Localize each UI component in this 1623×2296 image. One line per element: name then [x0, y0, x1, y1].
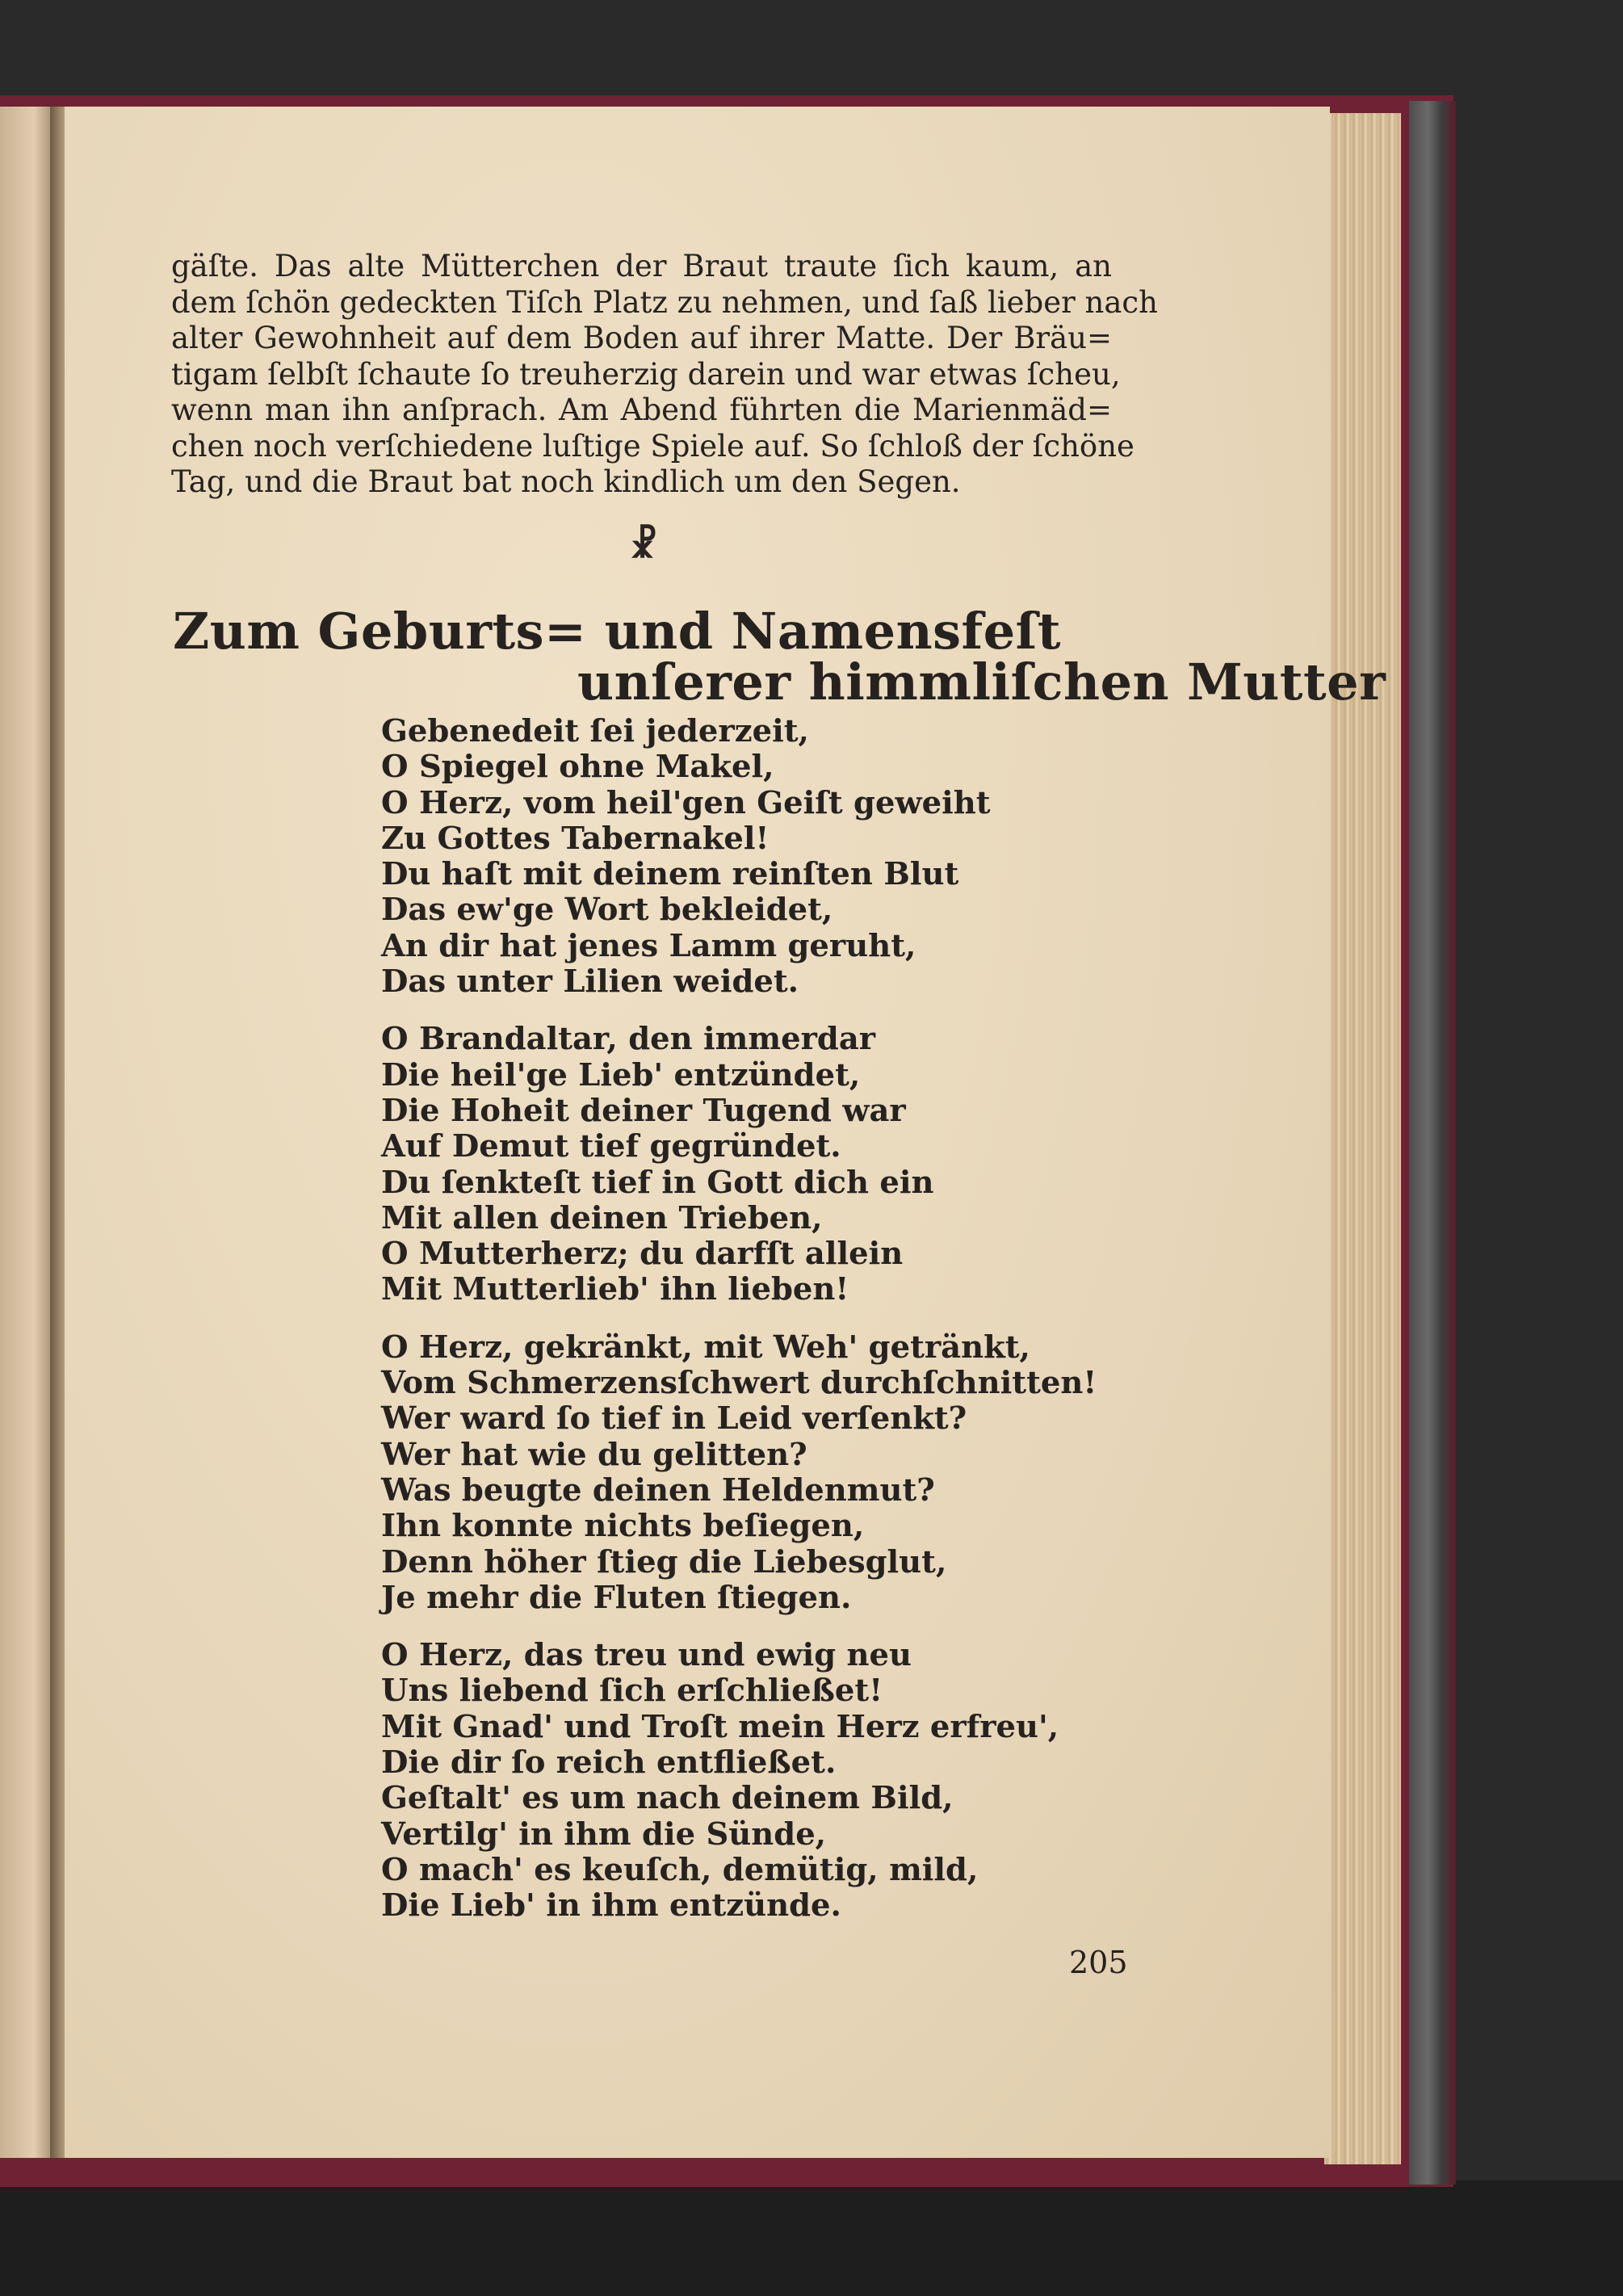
verse-line: Mit Mutterlieb' ihn lieben!	[381, 1271, 849, 1308]
verse-line: O Herz, vom heil'gen Geiſt geweiht	[381, 784, 991, 821]
verse-line: O Herz, das treu und ewig neu	[381, 1637, 912, 1674]
cover-marbled-edge	[1409, 101, 1456, 2185]
poem-title-line2: unſerer himmliſchen Mutter	[577, 653, 1386, 711]
verse-line: An dir hat jenes Lamm geruht,	[381, 927, 916, 964]
verse-line: Ihn konnte nichts beſiegen,	[381, 1508, 865, 1545]
book-gutter	[50, 107, 65, 2158]
ornament-icon: ☧	[630, 525, 658, 566]
verse-line: Denn höher ſtieg die Liebesglut,	[381, 1543, 947, 1580]
verse-line: Wer hat wie du gelitten?	[381, 1436, 807, 1473]
verse-line: Vertilg' in ihm die Sünde,	[381, 1815, 827, 1853]
verse-line: Auf Demut tief gegründet.	[381, 1128, 841, 1165]
verse-line: Was beugte deinen Heldenmut?	[381, 1471, 935, 1509]
verse-line: Du ſenkteſt tief in Gott dich ein	[381, 1164, 934, 1201]
verse-line: Vom Schmerzensſchwert durchſchnitten!	[381, 1365, 1097, 1402]
verse-line: O Herz, gekränkt, mit Weh' getränkt,	[381, 1328, 1030, 1366]
verse-line: Mit allen deinen Trieben,	[381, 1199, 823, 1236]
verse-line: Je mehr die Fluten ſtiegen.	[381, 1579, 852, 1616]
verse-line: Gebenedeit ſei jederzeit,	[381, 713, 809, 749]
stanza-3	[381, 1330, 1097, 1616]
page-number: 205	[1069, 1945, 1128, 1980]
prose-line: gäſte. Das alte Mütterchen der Braut traute ſich kaum, an	[171, 249, 1112, 283]
verse-line: O Spiegel ohne Makel,	[381, 749, 774, 786]
stanza-1	[381, 714, 1097, 1000]
verse-line: Die dir ſo reich entfließet.	[381, 1744, 837, 1782]
verse-line: Du haſt mit deinem reinſten Blut	[381, 856, 959, 893]
page-edges	[1324, 113, 1401, 2164]
verse-line: Wer ward ſo tief in Leid verſenkt?	[381, 1400, 967, 1438]
verse-line: Uns liebend ſich erſchließet!	[381, 1673, 883, 1710]
prose-line: Tag, und die Braut bat noch kindlich um den Segen.	[171, 464, 961, 499]
prose-line: alter Gewohnheit auf dem Boden auf ihrer Matte. Der Bräu=	[171, 321, 1112, 355]
verse-line: Zu Gottes Tabernakel!	[381, 820, 770, 857]
verse-line: Mit Gnad' und Troſt mein Herz erfreu',	[381, 1708, 1059, 1745]
previous-page-edge	[0, 107, 57, 2158]
verse-line: Die heil'ge Lieb' entzündet,	[381, 1056, 861, 1093]
verse-line: O Brandaltar, den immerdar	[381, 1021, 876, 1058]
verse-line: Geſtalt' es um nach deinem Bild,	[381, 1780, 954, 1817]
prose-line: dem ſchön gedeckten Tiſch Platz zu nehmen, und ſaß lieber nach	[171, 284, 1158, 320]
poem	[381, 714, 1097, 1946]
verse-line: Das ew'ge Wort bekleidet,	[381, 892, 833, 929]
verse-line: O mach' es keuſch, demütig, mild,	[381, 1851, 979, 1888]
verse-line: O Mutterherz; du darfſt allein	[381, 1236, 904, 1273]
prose-line: wenn man ihn anſprach. Am Abend führten die Marienmäd=	[171, 392, 1112, 427]
verse-line: Die Lieb' in ihm entzünde.	[381, 1887, 841, 1925]
verse-line: Das unter Lilien weidet.	[381, 963, 799, 1001]
stanza-4	[381, 1638, 1097, 1924]
verse-line: Die Hoheit deiner Tugend war	[381, 1092, 906, 1129]
prose-paragraph	[171, 249, 1158, 501]
poem-title-line1: Zum Geburts= und Namensfeſt	[173, 602, 1061, 661]
stanza-2	[381, 1022, 1097, 1308]
prose-line: chen noch verſchiedene luſtige Spiele auf. So ſchloß der ſchöne	[171, 428, 1134, 464]
background-bottom	[0, 2181, 1623, 2296]
prose-line: tigam ſelbſt ſchaute ſo treuherzig darein und war etwas ſcheu,	[171, 356, 1121, 392]
